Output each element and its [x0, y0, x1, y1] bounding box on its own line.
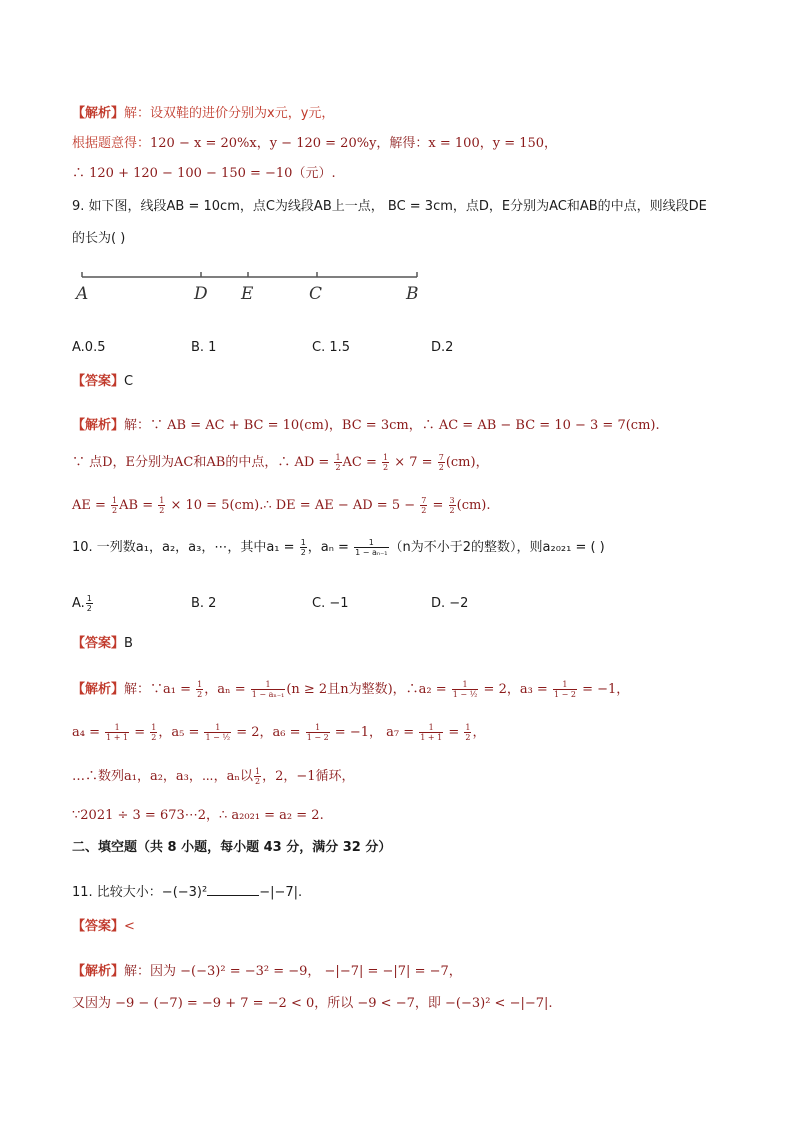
- analysis-label: 【解析】: [72, 964, 125, 979]
- stem-text: （n为不小于2的整数），则a₂₀₂₁ = ( ): [389, 540, 605, 555]
- fraction: $\frac{1}{\text{1 − aₙ₋₁}}$: [355, 538, 388, 557]
- q8-analysis-line3: [72, 164, 336, 184]
- q10-analysis-line3: [72, 767, 355, 787]
- analysis-math: =: [444, 725, 464, 740]
- answer-value: C: [124, 374, 134, 389]
- q11-answer: [72, 917, 135, 937]
- option-b: B. 2: [191, 596, 217, 611]
- q10-analysis-line1: [72, 680, 629, 700]
- fraction: $\frac{1}{2}$: [159, 496, 165, 515]
- analysis-math: × 7 =: [390, 455, 437, 470]
- analysis-math: 又因为 −9 − (−7) = −9 + 7 = −2 < 0，所以 −9 < −7，即 −(−3)² < −|−7|.: [72, 996, 553, 1011]
- fraction: $\frac{1}{2}$: [112, 496, 118, 515]
- q11-stem: [72, 883, 302, 903]
- q11-analysis-line2: [72, 994, 553, 1014]
- q9-analysis-line3: [72, 496, 491, 516]
- analysis-math: ∵2021 ÷ 3 = 673⋯2，∴ a₂₀₂₁ = a₂ = 2.: [72, 808, 324, 823]
- option-a: A. $\frac{1}{2}$: [72, 594, 92, 613]
- analysis-math: ∴ 120 + 120 − 100 − 150 = −10（元）.: [72, 166, 336, 181]
- q9-analysis-line2: [72, 453, 489, 473]
- analysis-math: 120 − x = 20%x，y − 120 = 20%y，解得：x = 100，y = 150，: [150, 136, 558, 151]
- q9-stem-line1: 9. 如下图，线段AB = 10cm，点C为线段AB上一点， BC = 3cm，点D，E分别为AC和AB的中点，则线段DE: [72, 199, 707, 214]
- analysis-label: 【解析】: [72, 682, 125, 697]
- analysis-text: 根据题意得：: [72, 136, 151, 151]
- q10-options: [72, 594, 722, 614]
- fraction: $\frac{1}{1 - 2}$: [553, 680, 576, 699]
- analysis-math: (cm)，: [445, 455, 489, 470]
- q9-analysis-line1: [72, 416, 660, 436]
- fraction: $\frac{1}{2}$: [465, 723, 471, 742]
- analysis-math: ∵ 点D，E分别为AC和AB的中点，∴ AD =: [72, 455, 334, 470]
- analysis-label: 【解析】: [72, 106, 125, 121]
- segment-figure: [72, 268, 432, 308]
- stem-text: 10. 一列数a₁，a₂，a₃，⋯，其中a₁ =: [72, 540, 299, 555]
- fraction: $\frac{1}{1 + 1}$: [420, 723, 443, 742]
- stem-text: ，aₙ =: [307, 540, 354, 555]
- option-d: D.2: [431, 340, 454, 355]
- label-c: C: [309, 284, 323, 304]
- analysis-math: (n ≥ 2且n为整数)，∴a₂ =: [286, 682, 451, 697]
- analysis-math: × 10 = 5(cm).∴ DE = AE − AD = 5 −: [166, 498, 420, 513]
- analysis-math: a₄ =: [72, 725, 105, 740]
- q9-answer: [72, 372, 133, 392]
- stem-text: −|−7|.: [259, 885, 303, 900]
- analysis-math: AC =: [342, 455, 382, 470]
- option-b: B. 1: [191, 340, 217, 355]
- analysis-math: 解：∵a₁ =: [124, 682, 196, 697]
- answer-value: B: [124, 636, 133, 651]
- fraction: $\frac{1}{\text{1 − ½}}$: [205, 723, 231, 742]
- answer-value: <: [124, 919, 135, 934]
- fraction: $\frac{1}{2}$: [383, 453, 389, 472]
- fraction: $\frac{1}{2}$: [254, 767, 261, 786]
- answer-blank[interactable]: [207, 883, 259, 896]
- analysis-label: 【解析】: [72, 418, 125, 433]
- analysis-math: ，: [472, 725, 486, 740]
- answer-label: 【答案】: [72, 919, 125, 934]
- option-c: C. 1.5: [312, 340, 351, 355]
- answer-label: 【答案】: [72, 374, 125, 389]
- analysis-math: ，aₙ =: [204, 682, 250, 697]
- fraction: $\frac{1}{\text{1 − ½}}$: [452, 680, 478, 699]
- fraction: $\frac{1}{1 - 2}$: [306, 723, 329, 742]
- fraction: $\frac{3}{2}$: [449, 496, 455, 515]
- analysis-math: =: [130, 725, 150, 740]
- analysis-math: = 2，a₆ =: [232, 725, 305, 740]
- label-b: B: [406, 284, 419, 304]
- analysis-math: (cm).: [456, 498, 491, 513]
- fraction: $\frac{1}{2}$: [151, 723, 157, 742]
- q10-analysis-line2: [72, 723, 485, 743]
- q9-stem-line2: 的长为( ): [72, 231, 126, 246]
- analysis-math: =: [428, 498, 448, 513]
- option-c: C. −1: [312, 596, 349, 611]
- fraction: $\frac{1}{2}$: [300, 538, 306, 557]
- fraction: $\frac{1}{1 + 1}$: [106, 723, 129, 742]
- q10-analysis-line4: [72, 806, 324, 826]
- fraction: $\frac{7}{2}$: [421, 496, 427, 515]
- label-e: E: [241, 284, 254, 304]
- q10-stem: [72, 538, 605, 558]
- analysis-math: …∴数列a₁，a₂，a₃，⋯，aₙ以: [72, 769, 253, 784]
- q9-options: [72, 338, 722, 358]
- q11-analysis-line1: [72, 962, 462, 982]
- label-d: D: [194, 284, 208, 304]
- q10-answer: [72, 634, 133, 654]
- q8-analysis-line1: [72, 104, 334, 124]
- label-a: A: [76, 284, 89, 304]
- fraction: $\frac{1}{\text{1 − aₙ₋₁}}$: [251, 680, 285, 699]
- option-a: A.0.5: [72, 340, 106, 355]
- analysis-math: = −1，: [577, 682, 630, 697]
- section-title: 二、填空题（共 8 小题，每小题 43 分，满分 32 分）: [72, 840, 392, 855]
- q8-analysis-line2: [72, 134, 557, 154]
- analysis-math: ，2，−1循环，: [262, 769, 355, 784]
- fraction: $\frac{1}{2}$: [335, 453, 341, 472]
- analysis-math: = −1， a₇ =: [330, 725, 419, 740]
- answer-label: 【答案】: [72, 636, 125, 651]
- stem-text: 11. 比较大小：−(−3)²: [72, 885, 208, 900]
- analysis-math: 解：∵ AB = AC + BC = 10(cm)，BC = 3cm，∴ AC = AB − BC = 10 − 3 = 7(cm).: [124, 418, 660, 433]
- analysis-math: 解：因为 −(−3)² = −3² = −9， −|−7| = −|7| = −7，: [124, 964, 462, 979]
- analysis-math: ，a₅ =: [158, 725, 204, 740]
- option-d: D. −2: [431, 596, 469, 611]
- analysis-text: 解：设双鞋的进价分别为x元，y元，: [124, 106, 335, 121]
- fraction: $\frac{1}{2}$: [197, 680, 203, 699]
- analysis-math: AE =: [72, 498, 111, 513]
- fraction: $\frac{7}{2}$: [438, 453, 444, 472]
- analysis-math: = 2，a₃ =: [479, 682, 552, 697]
- analysis-math: AB =: [119, 498, 158, 513]
